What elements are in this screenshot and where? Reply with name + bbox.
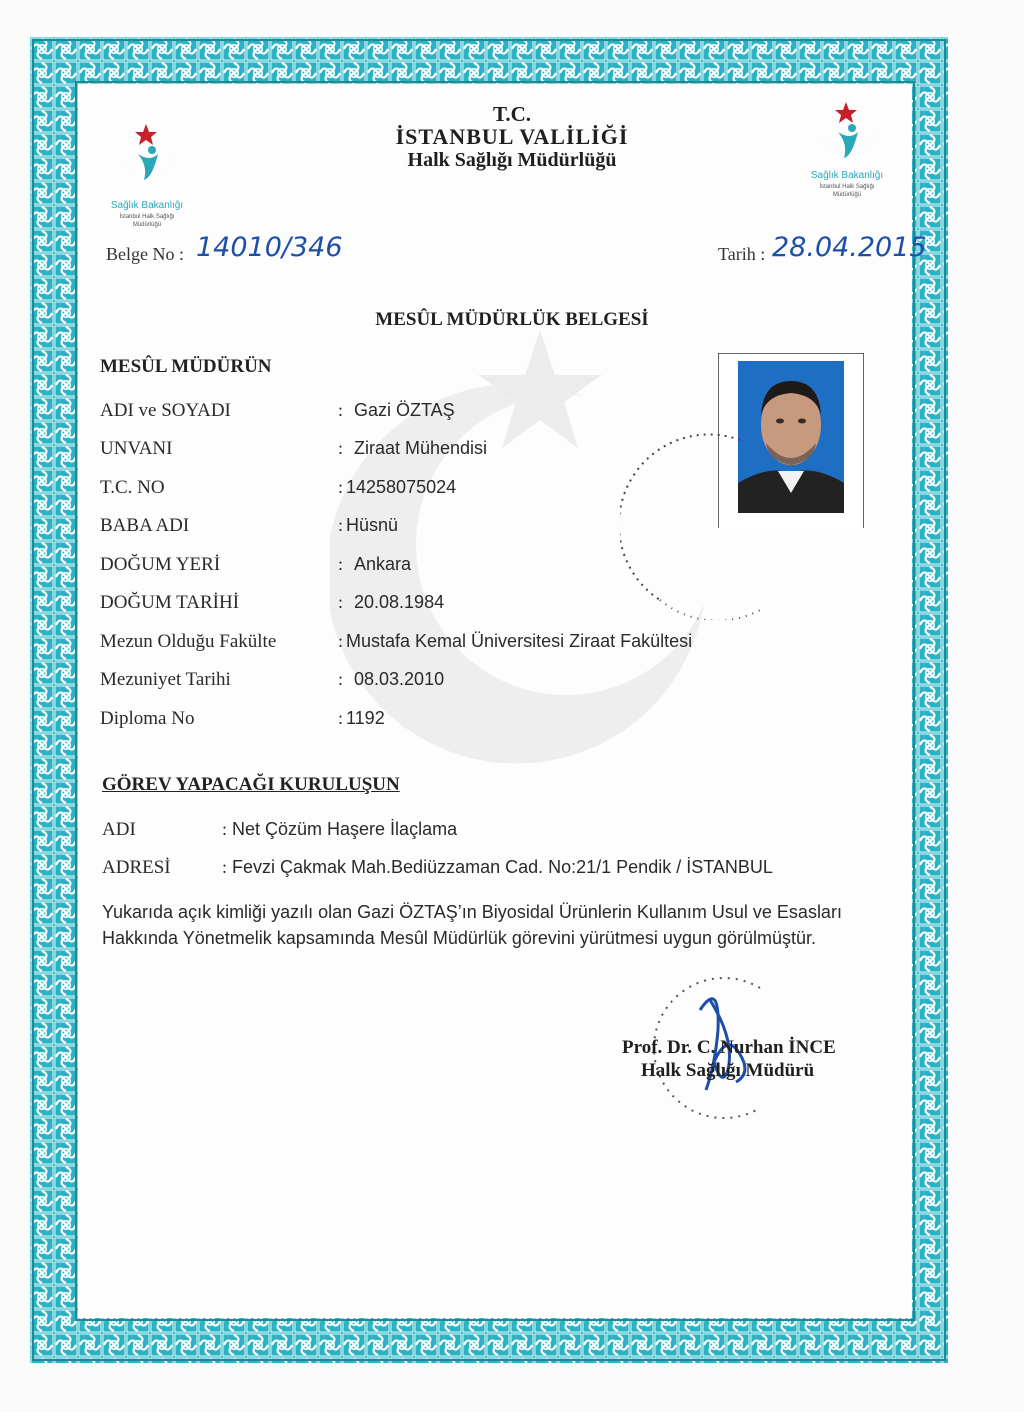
ministry-emblem-icon [92,118,202,200]
field-value-diploma-no: 1192 [346,708,385,728]
seal-stamp-icon [620,420,770,620]
field-label-adres: ADRESİ [102,857,171,878]
field-label-mezuniyet-tarihi: Mezuniyet Tarihi [100,669,231,690]
logo-right-name: Sağlık Bakanlığı [810,170,884,181]
field-value-dogum-yeri: Ankara [354,554,412,574]
ministry-logo-left [92,118,202,238]
field-value-fakulte: Mustafa Kemal Üniversitesi Ziraat Fakültesi [346,631,693,651]
header-tc: T.C. [492,102,532,126]
header-valilik: İSTANBUL VALİLİĞİ [395,124,629,149]
field-label-dogum-tarihi: DOĞUM TARİHİ [100,592,240,613]
field-label-adi-soyadi: ADI ve SOYADI [100,400,231,421]
field-colon: : [338,477,344,497]
field-colon: : [338,592,344,612]
belge-no-value: 14010/346 [196,232,343,263]
field-value-adres: Fevzi Çakmak Mah.Bediüzzaman Cad. No:21/1 Pendik / İSTANBUL [232,857,773,877]
field-label-kurulus-adi: ADI [102,819,136,840]
field-value-kurulus-adi: Net Çözüm Haşere İlaçlama [232,819,458,839]
field-value-dogum-tarihi: 20.08.1984 [354,592,445,612]
field-label-fakulte: Mezun Olduğu Fakülte [100,631,277,652]
header-mudurluk: Halk Sağlığı Müdürlüğü [407,149,617,171]
signatory-name: Prof. Dr. C. Nurhan İNCE [622,1037,836,1058]
tarih-label: Tarih : [718,244,766,264]
field-value-baba-adi: Hüsnü [346,515,399,535]
section-mesul-mudur-heading: MESÛL MÜDÜRÜN [100,356,272,377]
body-text-line-2: Hakkında Yönetmelik kapsamında Mesûl Müdürlük görevini yürütmesi uygun görülmüştür. [102,928,817,948]
field-value-tc-no: 14258075024 [346,477,457,497]
field-colon: : [222,819,228,839]
document-title: MESÛL MÜDÜRLÜK BELGESİ [375,309,649,330]
field-colon: : [338,669,344,689]
body-text-line-1: Yukarıda açık kimliği yazılı olan Gazi ÖZTAŞ’ın Biyosidal Ürünlerin Kullanım Usul ve Esasları [102,902,842,922]
field-label-tc-no: T.C. NO [100,477,165,498]
field-colon: : [338,708,344,728]
field-colon: : [338,438,344,458]
field-label-baba-adi: BABA ADI [100,515,190,536]
signatory-title: Halk Sağlığı Müdürü [641,1060,815,1081]
field-label-unvani: UNVANI [100,438,173,459]
field-label-dogum-yeri: DOĞUM YERİ [100,554,221,575]
field-colon: : [222,857,228,877]
field-label-diploma-no: Diploma No [100,708,195,729]
logo-left-sub2: Müdürlüğü [132,222,162,228]
ministry-emblem-icon [792,96,902,178]
tarih-value: 28.04.2015 [772,232,927,263]
field-value-unvani: Ziraat Mühendisi [354,438,488,458]
logo-right-sub1: İstanbul Halk Sağlığı [819,184,875,190]
ministry-logo-right [792,96,902,216]
logo-left-sub1: İstanbul Halk Sağlığı [119,214,175,220]
logo-right-sub2: Müdürlüğü [832,192,862,198]
logo-left-name: Sağlık Bakanlığı [110,200,184,211]
field-colon: : [338,400,344,420]
field-value-mezuniyet-tarihi: 08.03.2010 [354,669,445,689]
section-kurulus-heading: GÖREV YAPACAĞI KURULUŞUN [102,774,400,795]
field-colon: : [338,631,344,651]
belge-no-label: Belge No : [106,244,184,264]
field-colon: : [338,554,344,574]
field-colon: : [338,515,344,535]
field-value-adi-soyadi: Gazi ÖZTAŞ [354,400,455,420]
